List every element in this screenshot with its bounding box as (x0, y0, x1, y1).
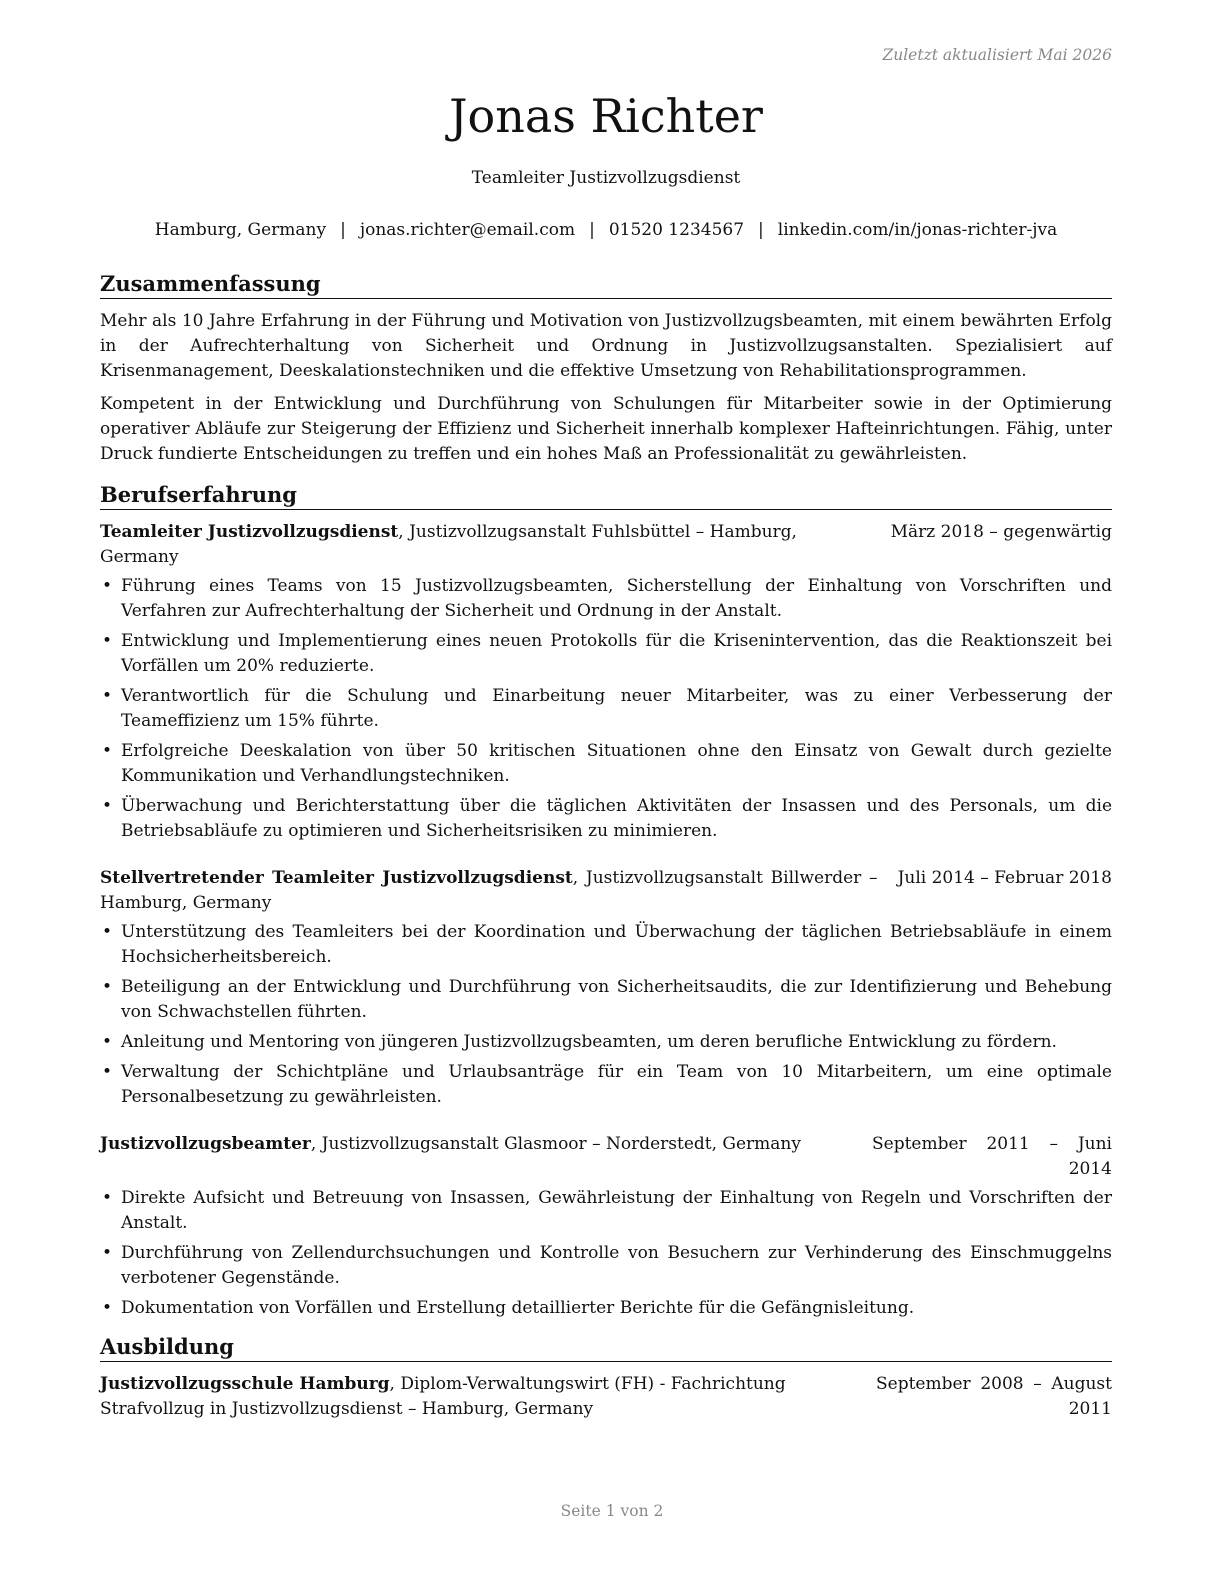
job-bullets (100, 574, 1112, 844)
education-header (100, 1372, 1112, 1422)
list-item: • Anleitung und Mentoring von jüngeren Justizvollzugsbeamten, um deren berufliche Entwicklung zu fördern. (100, 1030, 1112, 1055)
list-item: • Dokumentation von Vorfällen und Erstellung detaillierter Berichte für die Gefängnisleitung. (100, 1296, 1112, 1321)
section-title-summary: Zusammenfassung (100, 270, 1112, 299)
list-item: • Erfolgreiche Deeskalation von über 50 kritischen Situationen ohne den Einsatz von Gewalt durch gezielte Kommunikation und Verhandlungstechniken. (102, 741, 1112, 786)
bullet-icon: • (102, 796, 113, 816)
list-item: • Durchführung von Zellendurchsuchungen und Kontrolle von Besuchern zur Verhinderung des Einschmuggelns verbotener Gegenstände. (102, 1243, 1112, 1288)
bullet-icon: • (102, 1032, 113, 1052)
list-item: • Verwaltung der Schichtpläne und Urlaubsanträge für ein Team von 10 Mitarbeitern, um eine optimale Personalbesetzung zu gewährleisten. (102, 1062, 1112, 1107)
contact-phone[interactable]: 01520 1234567 (608, 220, 745, 240)
list-item: • Überwachung und Berichterstattung über die täglichen Aktivitäten der Insassen und des Personals, um die Betriebsabläufe zu optimieren und Sicherheitsrisiken zu minimieren. (102, 796, 1112, 841)
contact-separator: | (340, 220, 346, 240)
list-item: • Verantwortlich für die Schulung und Einarbeitung neuer Mitarbeiter, was zu einer Verbesserung der Teameffizienz um 15% führte. (102, 686, 1112, 731)
bullet-icon: • (102, 631, 113, 651)
education-entry (100, 1372, 1112, 1422)
contact-email[interactable]: jonas.richter@email.com (359, 220, 576, 240)
list-item: • Unterstützung des Teamleiters bei der Koordination und Überwachung der täglichen Betriebsabläufe in einem Hochsicherheitsbereich. (102, 922, 1112, 967)
bullet-icon: • (102, 686, 113, 706)
bullet-icon: • (102, 977, 113, 997)
last-updated: Zuletzt aktualisiert Mai 2026 (882, 46, 1112, 64)
summary-section (100, 270, 1112, 467)
job-dates: September 2011 – Juni 2014 (872, 1134, 1112, 1179)
list-item: • Führung eines Teams von 15 Justizvollzugsbeamten, Sicherstellung der Einhaltung von Vorschriften und Verfahren zur Aufrechterhaltung der Sicherheit und Ordnung in der Anstalt. (102, 576, 1112, 621)
bullet-icon: • (102, 1243, 113, 1263)
contact-separator: | (758, 220, 764, 240)
job-header (100, 1132, 1112, 1182)
education-section (100, 1333, 1112, 1422)
job-role: Stellvertretender Teamleiter Justizvollzugsdienst (100, 868, 573, 888)
education-school: Justizvollzugsschule Hamburg (100, 1374, 390, 1394)
job-header (100, 866, 1112, 916)
bullet-icon: • (102, 922, 113, 942)
list-item: • Entwicklung und Implementierung eines neuen Protokolls für die Krisenintervention, das die Reaktionszeit bei Vorfällen um 20% reduzierte. (102, 631, 1112, 676)
job-org: , Justizvollzugsanstalt Billwerder – Hamburg, Germany (100, 868, 878, 913)
bullet-icon: • (102, 576, 113, 596)
job-entry (100, 520, 1112, 844)
candidate-name: Jonas Richter (449, 89, 763, 143)
job-bullets (100, 920, 1112, 1110)
list-item: • Beteiligung an der Entwicklung und Durchführung von Sicherheitsaudits, die zur Identifizierung und Behebung von Schwachstellen führten. (102, 977, 1112, 1022)
job-dates: März 2018 – gegenwärtig (890, 522, 1112, 542)
resume-content (100, 270, 1112, 1434)
bullet-icon: • (102, 741, 113, 761)
bullet-icon: • (102, 1298, 113, 1318)
summary-paragraph: Mehr als 10 Jahre Erfahrung in der Führung und Motivation von Justizvollzugsbeamten, mit einem bewährten Erfolg in der Aufrechterhaltung von Sicherheit und Ordnung in Justizvollzugsanstalten. Spezialisiert auf Krisenmanagement, Deeskalationstechniken und die effektive Umsetzung von Rehabilitationsprogrammen. (100, 311, 1112, 381)
job-role: Teamleiter Justizvollzugsdienst (100, 522, 399, 542)
contact-separator: | (589, 220, 595, 240)
page-number: Seite 1 von 2 (560, 1502, 664, 1520)
section-title-experience: Berufserfahrung (100, 481, 1112, 510)
list-item: • Direkte Aufsicht und Betreuung von Insassen, Gewährleistung der Einhaltung von Regeln und Vorschriften der Anstalt. (102, 1188, 1112, 1233)
job-entry (100, 866, 1112, 1110)
education-dates: September 2008 – August 2011 (876, 1374, 1112, 1419)
job-bullets (100, 1186, 1112, 1321)
contact-location: Hamburg, Germany (154, 220, 327, 240)
job-title: Teamleiter Justizvollzugsdienst (471, 168, 741, 188)
education-detail: , Diplom-Verwaltungswirt (FH) - Fachrichtung Strafvollzug in Justizvollzugsdienst – Hamburg, Germany (100, 1374, 786, 1419)
section-title-education: Ausbildung (100, 1333, 1112, 1362)
job-dates: Juli 2014 – Februar 2018 (897, 868, 1112, 888)
bullet-icon: • (102, 1188, 113, 1208)
job-role: Justizvollzugsbeamter (100, 1134, 311, 1154)
contact-line (100, 220, 1112, 240)
job-org: , Justizvollzugsanstalt Fuhlsbüttel – Hamburg, Germany (100, 522, 797, 567)
job-org: , Justizvollzugsanstalt Glasmoor – Norderstedt, Germany (310, 1134, 801, 1154)
experience-section (100, 481, 1112, 1321)
summary-paragraph: Kompetent in der Entwicklung und Durchführung von Schulungen für Mitarbeiter sowie in der Optimierung operativer Abläufe zur Steigerung der Effizienz und Sicherheit innerhalb komplexer Hafteinrichtungen. Fähig, unter Druck fundierte Entscheidungen zu treffen und ein hohes Maß an Professionalität zu gewährleisten. (100, 394, 1112, 464)
job-header (100, 520, 1112, 570)
job-entry (100, 1132, 1112, 1321)
bullet-icon: • (102, 1062, 113, 1082)
contact-linkedin[interactable]: linkedin.com/in/jonas-richter-jva (777, 220, 1058, 240)
